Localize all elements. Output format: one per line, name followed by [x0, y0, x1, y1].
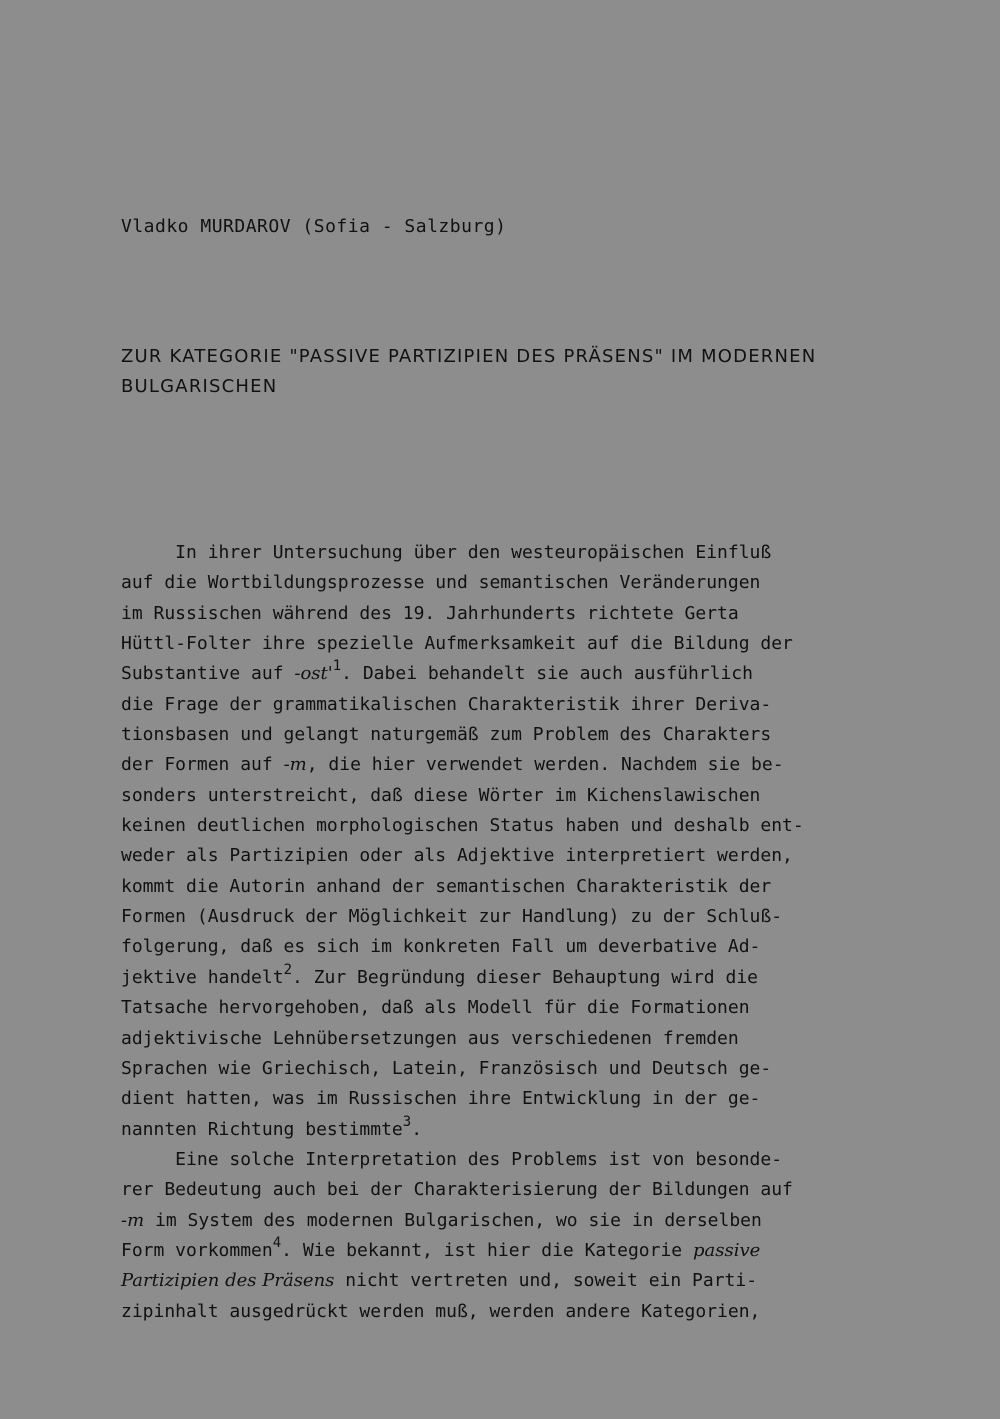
text-line — [121, 963, 881, 993]
text-span: , die hier verwendet werden. Nachdem sie be- — [306, 754, 784, 776]
text-span: Form vorkommen — [121, 1239, 273, 1261]
text-line — [121, 1206, 881, 1236]
text-line: rer Bedeutung auch bei der Charakterisierung der Bildungen auf — [121, 1179, 793, 1201]
text-span: der Formen auf — [121, 754, 284, 776]
text-span: . Zur Begründung dieser Behauptung wird die — [292, 966, 758, 988]
text-line: kommt die Autorin anhand der semantischen Charakteristik der — [121, 875, 772, 897]
italic-term: -ost' — [294, 663, 333, 685]
text-line: Tatsache hervorgehoben, daß als Modell für die Formationen — [121, 997, 750, 1019]
text-line: zipinhalt ausgedrückt werden muß, werden andere Kategorien, — [121, 1300, 761, 1322]
text-line: im Russischen während des 19. Jahrhunderts richtete Gerta — [121, 602, 739, 624]
text-line: Sprachen wie Griechisch, Latein, Französisch und Deutsch ge- — [121, 1057, 772, 1079]
text-span: Substantive auf — [121, 663, 295, 685]
italic-term: -m — [121, 1209, 145, 1231]
text-line: weder als Partizipien oder als Adjektive interpretiert werden, — [121, 845, 793, 867]
footnote-ref-4: 4 — [272, 1234, 282, 1251]
text-line: Hüttl-Folter ihre spezielle Aufmerksamkeit auf die Bildung der — [121, 633, 793, 655]
text-span: . Dabei behandelt sie auch ausführlich — [341, 663, 753, 685]
title-line-2: BULGARISCHEN — [121, 376, 278, 397]
text-line: Eine solche Interpretation des Problems ist von besonde- — [121, 1148, 783, 1170]
text-line — [121, 1115, 881, 1145]
text-line: tionsbasen und gelangt naturgemäß zum Problem des Charakters — [121, 724, 772, 746]
footnote-ref-3: 3 — [402, 1113, 412, 1130]
text-line: dient hatten, was im Russischen ihre Entwicklung in der ge- — [121, 1088, 761, 1110]
text-span: nicht vertreten und, soweit ein Parti- — [334, 1270, 758, 1292]
text-span: im System des modernen Bulgarischen, wo sie in derselben — [144, 1209, 762, 1231]
italic-term: -m — [283, 754, 307, 776]
text-line: In ihrer Untersuchung über den westeuropäischen Einfluß — [121, 542, 772, 563]
text-line — [121, 1266, 881, 1296]
text-line — [121, 659, 881, 689]
text-line: die Frage der grammatikalischen Charakteristik ihrer Deriva- — [121, 693, 772, 715]
paper-title — [121, 342, 816, 402]
text-line — [121, 1236, 881, 1266]
title-line-1: ZUR KATEGORIE "PASSIVE PARTIZIPIEN DES PRÄSENS" IM MODERNEN — [121, 346, 817, 367]
text-line: sonders unterstreicht, daß diese Wörter im Kichenslawischen — [121, 784, 761, 806]
author-line: Vladko MURDAROV (Sofia - Salzburg) — [121, 216, 507, 237]
text-line: auf die Wortbildungsprozesse und semantischen Veränderungen — [121, 572, 761, 594]
text-line: Formen (Ausdruck der Möglichkeit zur Handlung) zu der Schluß- — [121, 906, 783, 928]
italic-term: passive — [692, 1239, 761, 1261]
text-span: jektive handelt — [121, 966, 284, 988]
text-line: keinen deutlichen morphologischen Status haben und deshalb ent- — [121, 815, 804, 837]
footnote-ref-2: 2 — [283, 961, 292, 978]
body-text — [121, 538, 881, 1327]
text-span: . Wie bekannt, ist hier die Kategorie — [281, 1239, 693, 1261]
italic-term: Partizipien des Präsens — [121, 1270, 335, 1292]
text-span: . — [411, 1118, 423, 1140]
text-line: folgerung, daß es sich im konkreten Fall um deverbative Ad- — [121, 936, 761, 958]
footnote-ref-1: 1 — [332, 658, 342, 675]
text-span: nannten Richtung bestimmte — [121, 1118, 403, 1140]
text-line: adjektivische Lehnübersetzungen aus verschiedenen fremden — [121, 1027, 739, 1049]
text-line — [121, 750, 881, 780]
